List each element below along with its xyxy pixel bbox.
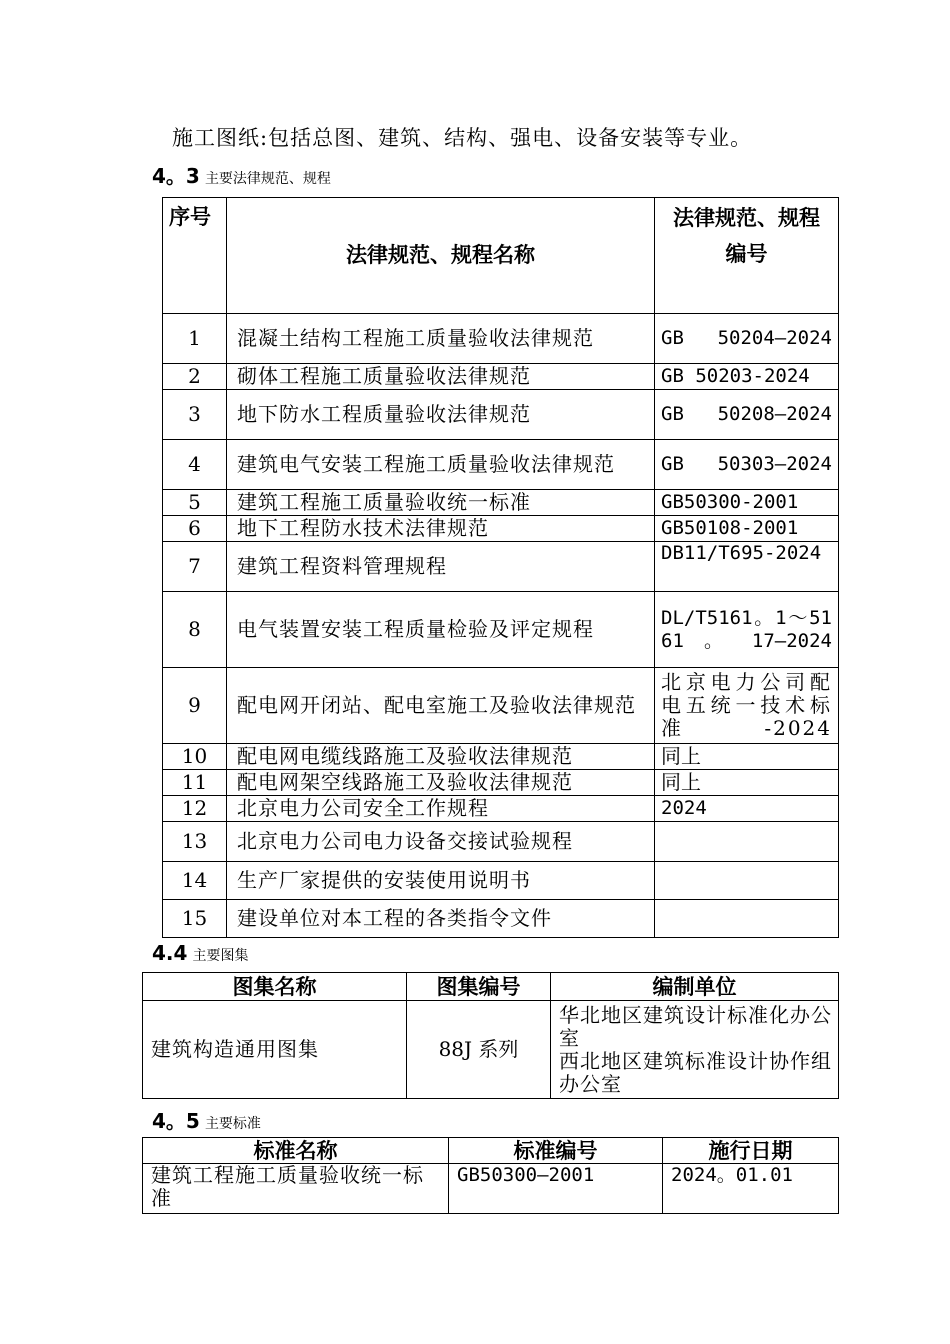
table-row [163, 364, 839, 390]
table-row [163, 542, 839, 592]
compiler-unit-2: 西北地区建筑标准设计协作组办公室 [559, 1048, 832, 1096]
row-number: 14 [163, 862, 227, 900]
row-number: 12 [163, 796, 227, 822]
section-number: 4。3 [152, 164, 200, 188]
regulation-code: DB11/T695-2024 [655, 542, 839, 592]
regulation-name: 建设单位对本工程的各类指令文件 [227, 900, 655, 938]
section-heading-4-5 [152, 1105, 261, 1134]
row-number: 7 [163, 542, 227, 592]
regulation-name: 电气装置安装工程质量检验及评定规程 [227, 592, 655, 668]
section-heading-4-3 [152, 160, 331, 189]
header-effective-date: 施行日期 [663, 1138, 839, 1164]
row-number: 2 [163, 364, 227, 390]
header-code: 法律规范、规程编号 [655, 198, 839, 314]
table-header-row [143, 973, 839, 1001]
table-header-row [143, 1138, 839, 1164]
regulation-code: 同上 [655, 770, 839, 796]
table-row [163, 592, 839, 668]
row-number: 5 [163, 490, 227, 516]
intro-paragraph: 施工图纸:包括总图、建筑、结构、强电、设备安装等专业。 [172, 126, 753, 150]
regulation-code: GB 50203-2024 [655, 364, 839, 390]
header-seq: 序号 [163, 198, 227, 314]
table-row [163, 668, 839, 744]
atlas-name: 建筑构造通用图集 [143, 1001, 407, 1099]
standard-name: 建筑工程施工质量验收统一标准 [143, 1164, 449, 1214]
row-number: 10 [163, 744, 227, 770]
regulation-code: 2024 [655, 796, 839, 822]
table-row [143, 1001, 839, 1099]
table-row [163, 744, 839, 770]
header-standard-code: 标准编号 [449, 1138, 663, 1164]
regulation-code: GB50108-2001 [655, 516, 839, 542]
section-title: 主要法律规范、规程 [204, 171, 331, 187]
row-number: 9 [163, 668, 227, 744]
regulation-name: 建筑电气安装工程施工质量验收法律规范 [227, 440, 655, 490]
row-number: 15 [163, 900, 227, 938]
regulation-name: 建筑工程资料管理规程 [227, 542, 655, 592]
section-title: 主要图集 [192, 948, 249, 964]
regulation-code: GB50300-2001 [655, 490, 839, 516]
section-heading-4-4 [152, 941, 249, 965]
effective-date: 2024。01.01 [663, 1164, 839, 1214]
header-atlas-code: 图集编号 [407, 973, 551, 1001]
table-row [163, 440, 839, 490]
regulation-name: 地下防水工程质量验收法律规范 [227, 390, 655, 440]
table-row [163, 822, 839, 862]
table-row [143, 1164, 839, 1214]
regulation-name: 配电网电缆线路施工及验收法律规范 [227, 744, 655, 770]
row-number: 3 [163, 390, 227, 440]
regulation-code: GB 50303—2024 [655, 440, 839, 490]
regulation-code: GB 50204—2024 [655, 314, 839, 364]
table-row [163, 770, 839, 796]
regulation-name: 配电网架空线路施工及验收法律规范 [227, 770, 655, 796]
regulation-name: 混凝土结构工程施工质量验收法律规范 [227, 314, 655, 364]
table-row [163, 490, 839, 516]
regulations-table [162, 197, 839, 938]
standards-table [142, 1137, 839, 1214]
section-number: 4。5 [152, 1109, 200, 1133]
table-row [163, 516, 839, 542]
regulation-name: 砌体工程施工质量验收法律规范 [227, 364, 655, 390]
regulation-code: 北京电力公司配电五统一技术标准-2024 [655, 668, 839, 744]
table-header-row [163, 198, 839, 314]
section-number: 4.4 [152, 941, 188, 965]
regulation-name: 建筑工程施工质量验收统一标准 [227, 490, 655, 516]
atlas-code: 88J 系列 [407, 1001, 551, 1099]
table-row [163, 862, 839, 900]
row-number: 6 [163, 516, 227, 542]
regulation-name: 地下工程防水技术法律规范 [227, 516, 655, 542]
header-compiler: 编制单位 [551, 973, 839, 1001]
header-name: 法律规范、规程名称 [227, 198, 655, 314]
regulation-name: 北京电力公司电力设备交接试验规程 [227, 822, 655, 862]
compiler-unit-1: 华北地区建筑设计标准化办公室 [559, 1002, 832, 1050]
table-row [163, 314, 839, 364]
section-title: 主要标准 [204, 1116, 261, 1132]
standard-code: GB50300—2001 [449, 1164, 663, 1214]
regulation-name: 北京电力公司安全工作规程 [227, 796, 655, 822]
table-row [163, 900, 839, 938]
atlas-table [142, 972, 839, 1099]
row-number: 4 [163, 440, 227, 490]
regulation-code: DL/T5161。1～5161 。 17—2024 [655, 592, 839, 668]
row-number: 1 [163, 314, 227, 364]
regulation-name: 配电网开闭站、配电室施工及验收法律规范 [227, 668, 655, 744]
regulation-code [655, 822, 839, 862]
regulation-code: GB 50208—2024 [655, 390, 839, 440]
header-atlas-name: 图集名称 [143, 973, 407, 1001]
regulation-code [655, 900, 839, 938]
table-row [163, 796, 839, 822]
row-number: 8 [163, 592, 227, 668]
header-standard-name: 标准名称 [143, 1138, 449, 1164]
regulation-code: 同上 [655, 744, 839, 770]
row-number: 11 [163, 770, 227, 796]
regulation-name: 生产厂家提供的安装使用说明书 [227, 862, 655, 900]
table-row [163, 390, 839, 440]
compiler-unit [551, 1001, 839, 1099]
row-number: 13 [163, 822, 227, 862]
regulation-code [655, 862, 839, 900]
